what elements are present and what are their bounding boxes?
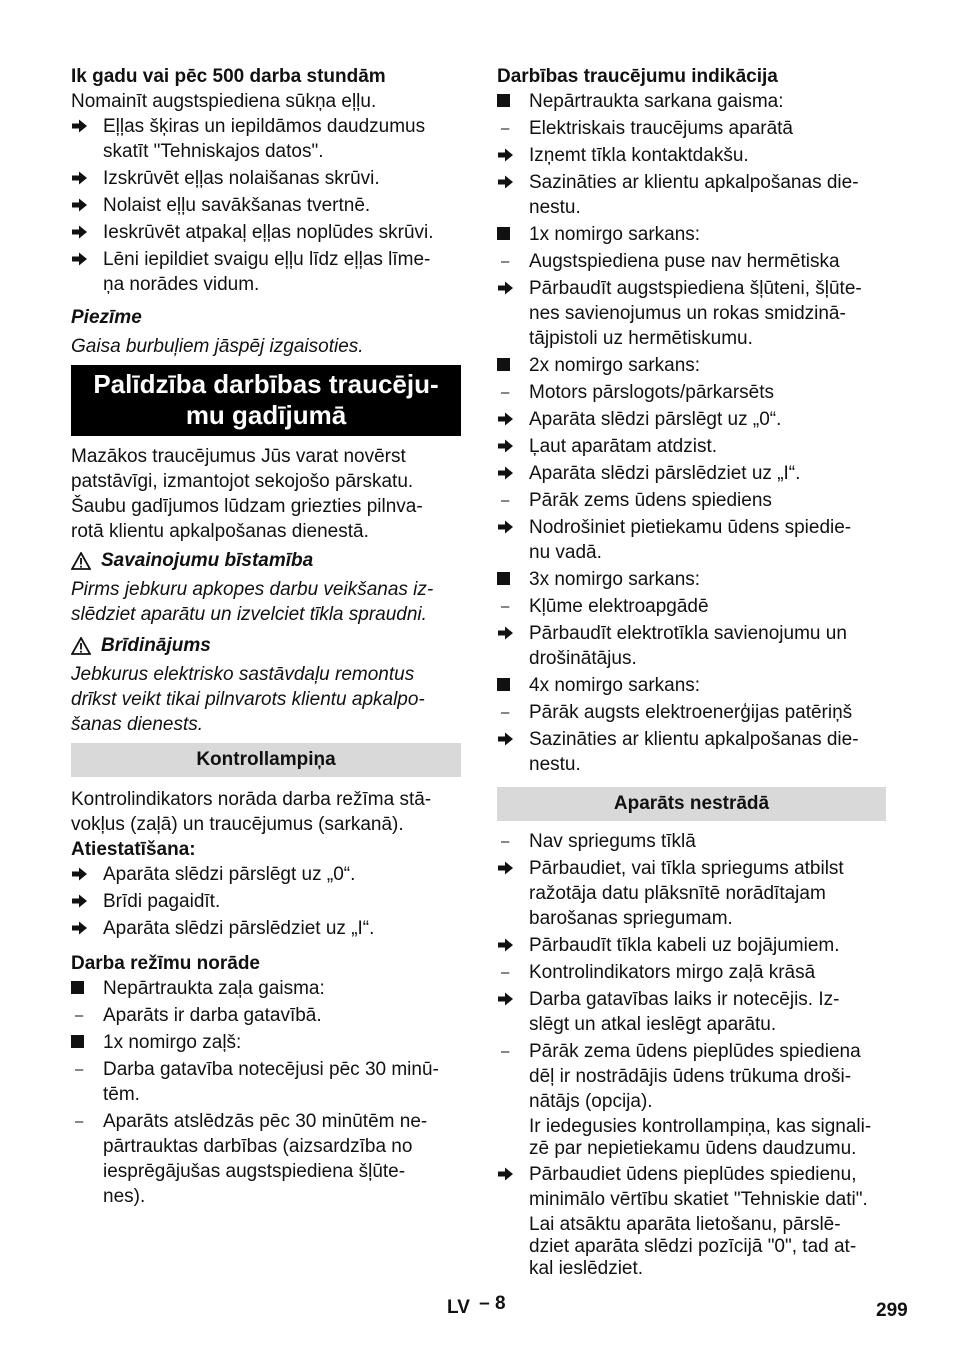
list-item <box>71 1003 461 1028</box>
list-item <box>497 461 886 486</box>
list-item <box>497 1039 886 1114</box>
list-item <box>497 933 886 958</box>
list-item <box>497 727 886 777</box>
section-intro-line: Mazākos traucējumus Jūs varat novērst <box>71 446 406 467</box>
footer-language <box>447 1293 506 1319</box>
dash-bullet-icon: – <box>501 253 510 270</box>
list-item-text: Pārbaudīt elektrotīkla savienojumu un <box>529 623 847 644</box>
list-item <box>71 114 461 164</box>
list-item-text: Nodrošiniet pietiekamu ūdens spiedie- <box>529 517 852 538</box>
list-item-text: Brīdi pagaidīt. <box>103 891 221 912</box>
warning-triangle-icon <box>71 637 91 655</box>
fault-list <box>497 89 886 779</box>
list-item <box>497 621 886 671</box>
list-item <box>71 247 461 297</box>
dash-bullet-icon: – <box>75 1113 84 1130</box>
list-item <box>497 488 886 513</box>
list-item-text: 3x nomirgo sarkans: <box>529 569 701 590</box>
list-item <box>497 380 886 405</box>
list-item <box>497 353 886 378</box>
list-item-text: Ļaut aparātam atdzist. <box>529 436 717 457</box>
arrow-right-icon <box>71 916 97 943</box>
list-item-text: minimālo vērtību skatiet "Tehniskie dati". <box>529 1189 868 1210</box>
dash-bullet-icon: – <box>75 1007 84 1024</box>
list-item <box>497 515 886 565</box>
list-item-text: skatīt "Tehniskajos datos". <box>103 141 324 162</box>
dash-bullet-icon: – <box>501 1043 510 1060</box>
list-item-text: Nav spriegums tīklā <box>529 831 696 852</box>
list-item-text: Pārāk zema ūdens pieplūdes spiediena <box>529 1041 861 1062</box>
list-item-text: pārtrauktas darbības (aizsardzība no <box>103 1136 413 1157</box>
not-working-bar: Aparāts nestrādā <box>497 787 886 821</box>
warning-text-line: Jebkurus elektrisko sastāvdaļu remontus <box>71 664 415 685</box>
list-item <box>497 143 886 168</box>
not-working-list <box>497 829 886 1282</box>
list-item-text: tājpistoli uz hermētiskumu. <box>529 328 753 349</box>
list-item <box>71 166 461 191</box>
warning-heading: Brīdinājums <box>101 635 211 656</box>
list-item-text: Nepārtraukta zaļa gaisma: <box>103 978 325 999</box>
warning-text-line: šanas dienests. <box>71 714 204 735</box>
list-item-text: Aparāta slēdzi pārslēgt uz „0“. <box>529 409 782 430</box>
list-item <box>497 407 886 432</box>
footer-lang-label: LV <box>447 1297 470 1318</box>
annual-heading: Ik gadu vai pēc 500 darba stundām <box>71 66 386 87</box>
list-item-text: Ieskrūvēt atpakaļ eļļas noplūdes skrūvi. <box>103 222 434 243</box>
list-item-text: Eļļas šķiras un iepildāmos daudzumus <box>103 116 426 137</box>
list-item-text: iesprēgājušas augstspiediena šļūte- <box>103 1161 406 1182</box>
dash-bullet-icon: – <box>501 120 510 137</box>
right-column <box>497 64 886 1282</box>
list-item <box>71 1030 461 1055</box>
arrow-right-icon <box>71 166 97 193</box>
section-intro-line: patstāvīgi, izmantojot sekojošo pārskatu. <box>71 471 414 492</box>
danger-text-line: slēdziet aparātu un izvelciet tīkla spraudni. <box>71 604 427 625</box>
list-item-text: Pārāk augsts elektroenerģijas patēriņš <box>529 702 853 723</box>
arrow-right-icon <box>497 461 523 488</box>
list-item <box>71 193 461 218</box>
list-item-text: Pārbaudiet ūdens pieplūdes spiedienu, <box>529 1164 857 1185</box>
left-column <box>71 64 461 1211</box>
section-title-line1: Palīdzība darbības traucēju- <box>93 369 439 399</box>
list-item-text: Aparāta slēdzi pārslēgt uz „0“. <box>103 864 356 885</box>
paragraph <box>497 1116 886 1160</box>
list-item <box>71 1057 461 1107</box>
list-item-text: kal ieslēdziet. <box>529 1258 644 1279</box>
control-intro-line: vokļus (zaļā) un traucējumus (sarkanā). <box>71 814 404 835</box>
list-item-text: Lai atsāktu aparāta lietošanu, pārslē- <box>529 1214 841 1235</box>
list-item-text: Izņemt tīkla kontaktdakšu. <box>529 145 749 166</box>
list-item-text: Aparāts atslēdzās pēc 30 minūtēm ne- <box>103 1111 428 1132</box>
list-item-text: 1x nomirgo sarkans: <box>529 224 701 245</box>
section-title <box>71 365 461 436</box>
list-item-text: barošanas spriegumam. <box>529 908 733 929</box>
warning-text-line: drīkst veikt tikai pilnvarots klientu apkalpo- <box>71 689 425 710</box>
list-item-text: tēm. <box>103 1084 140 1105</box>
danger-text-line: Pirms jebkuru apkopes darbu veikšanas iz- <box>71 579 434 600</box>
list-item-text: slēgt un atkal ieslēgt aparātu. <box>529 1014 777 1035</box>
list-item <box>497 700 886 725</box>
dash-bullet-icon: – <box>501 964 510 981</box>
section-intro-line: rotā klientu apkalpošanas dienestā. <box>71 521 369 542</box>
arrow-right-icon <box>497 407 523 434</box>
arrow-right-icon <box>497 515 523 542</box>
dash-bullet-icon: – <box>501 598 510 615</box>
dash-bullet-icon: – <box>501 384 510 401</box>
arrow-right-icon <box>71 114 97 141</box>
list-item-text: Pārbaudīt tīkla kabeli uz bojājumiem. <box>529 935 840 956</box>
list-item-text: nestu. <box>529 197 581 218</box>
paragraph <box>497 1214 886 1280</box>
list-item-text: nes savienojumus un rokas smidzinā- <box>529 303 846 324</box>
list-item <box>497 170 886 220</box>
fault-heading: Darbības traucējumu indikācija <box>497 66 778 87</box>
arrow-right-icon <box>497 856 523 883</box>
list-item-text: Elektriskais traucējums aparātā <box>529 118 793 139</box>
square-bullet-icon <box>71 976 97 1003</box>
list-item-text: Aparāta slēdzi pārslēdziet uz „I“. <box>103 918 375 939</box>
arrow-right-icon <box>497 143 523 170</box>
list-item-text: nātājs (opcija). <box>529 1091 653 1112</box>
arrow-right-icon <box>497 170 523 197</box>
list-item-text: Kļūme elektroapgādē <box>529 596 709 617</box>
list-item-text: ražotāja datu plāksnītē norādītajam <box>529 883 826 904</box>
arrow-right-icon <box>71 220 97 247</box>
square-bullet-icon <box>71 1030 97 1057</box>
page-number: 299 <box>876 1300 908 1321</box>
control-intro <box>71 787 461 837</box>
arrow-right-icon <box>497 434 523 461</box>
list-item-text: Pārbaudīt augstspiediena šļūteni, šļūte- <box>529 278 862 299</box>
list-item-text: zē par nepietiekamu ūdens daudzumu. <box>529 1138 857 1159</box>
note-heading: Piezīme <box>71 307 142 328</box>
list-item-text: Darba gatavības laiks ir notecējis. Iz- <box>529 989 840 1010</box>
arrow-right-icon <box>497 727 523 754</box>
list-item-text: dēļ ir nostrādājis ūdens trūkuma droši- <box>529 1066 852 1087</box>
annual-intro: Nomainīt augstspiediena sūkņa eļļu. <box>71 91 377 112</box>
list-item <box>497 222 886 247</box>
list-item-text: Motors pārslogots/pārkarsēts <box>529 382 774 403</box>
arrow-right-icon <box>497 987 523 1014</box>
list-item-text: 4x nomirgo sarkans: <box>529 675 701 696</box>
list-item-text: ņa norādes vidum. <box>103 274 260 295</box>
reset-heading: Atiestatīšana: <box>71 839 196 860</box>
list-item-text: dziet aparāta slēdzi pozīcijā "0", tad at- <box>529 1236 857 1257</box>
list-item <box>71 1109 461 1209</box>
square-bullet-icon <box>497 89 523 116</box>
list-item <box>71 916 461 941</box>
list-item-text: Aparāts ir darba gatavībā. <box>103 1005 322 1026</box>
modes-list <box>71 976 461 1211</box>
arrow-right-icon <box>71 193 97 220</box>
section-intro <box>71 444 461 544</box>
arrow-right-icon <box>71 247 97 274</box>
list-item <box>497 960 886 985</box>
list-item <box>71 976 461 1001</box>
list-item <box>497 987 886 1037</box>
list-item-text: Ir iedegusies kontrollampiņa, kas signali- <box>529 1116 872 1137</box>
arrow-right-icon <box>497 621 523 648</box>
dash-bullet-icon: – <box>501 492 510 509</box>
list-item-text: Pārāk zems ūdens spiediens <box>529 490 772 511</box>
list-item <box>71 889 461 914</box>
list-item-text: drošinātājus. <box>529 648 637 669</box>
list-item <box>497 1162 886 1212</box>
list-item <box>497 594 886 619</box>
list-item-text: Pārbaudiet, vai tīkla spriegums atbilst <box>529 858 844 879</box>
square-bullet-icon <box>497 222 523 249</box>
modes-heading: Darba režīmu norāde <box>71 953 260 974</box>
list-item-text: Nepārtraukta sarkana gaisma: <box>529 91 784 112</box>
list-item-text: Sazināties ar klientu apkalpošanas die- <box>529 172 859 193</box>
list-item-text: nes). <box>103 1186 146 1207</box>
list-item <box>497 276 886 351</box>
list-item-text: Izskrūvēt eļļas nolaišanas skrūvi. <box>103 168 380 189</box>
list-item <box>497 829 886 854</box>
square-bullet-icon <box>497 353 523 380</box>
list-item <box>497 673 886 698</box>
list-item-text: Darba gatavība notecējusi pēc 30 minū- <box>103 1059 439 1080</box>
arrow-right-icon <box>497 933 523 960</box>
dash-bullet-icon: – <box>501 704 510 721</box>
list-item <box>497 567 886 592</box>
list-item-text: 1x nomirgo zaļš: <box>103 1032 242 1053</box>
dash-bullet-icon: – <box>75 1061 84 1078</box>
list-item <box>497 116 886 141</box>
list-item-text: Kontrolindikators mirgo zaļā krāsā <box>529 962 816 983</box>
list-item-text: Sazināties ar klientu apkalpošanas die- <box>529 729 859 750</box>
list-item-text: nu vadā. <box>529 542 602 563</box>
section-title-line2: mu gadījumā <box>185 400 347 430</box>
list-item <box>71 862 461 887</box>
reset-steps-list <box>71 862 461 943</box>
arrow-right-icon <box>497 1162 523 1189</box>
section-intro-line: Šaubu gadījumos lūdzam griezties pilnva- <box>71 496 423 517</box>
footer-sub-page: – 8 <box>479 1293 506 1314</box>
warning-triangle-icon <box>71 552 91 570</box>
warning-heading-row <box>71 633 461 658</box>
danger-text <box>71 577 461 627</box>
dash-bullet-icon: – <box>501 833 510 850</box>
arrow-right-icon <box>71 889 97 916</box>
list-item-text: Augstspiediena puse nav hermētiska <box>529 251 840 272</box>
list-item <box>497 89 886 114</box>
list-item-text: 2x nomirgo sarkans: <box>529 355 701 376</box>
warning-text <box>71 662 461 737</box>
danger-heading: Savainojumu bīstamība <box>101 550 314 571</box>
annual-steps-list <box>71 114 461 299</box>
list-item-text: Nolaist eļļu savākšanas tvertnē. <box>103 195 371 216</box>
list-item <box>497 434 886 459</box>
list-item-text: Aparāta slēdzi pārslēdziet uz „I“. <box>529 463 801 484</box>
arrow-right-icon <box>497 276 523 303</box>
list-item <box>497 249 886 274</box>
square-bullet-icon <box>497 673 523 700</box>
list-item-text: Lēni iepildiet svaigu eļļu līdz eļļas līme- <box>103 249 431 270</box>
list-item-text: nestu. <box>529 754 581 775</box>
control-lamp-bar: Kontrollampiņa <box>71 743 461 777</box>
square-bullet-icon <box>497 567 523 594</box>
arrow-right-icon <box>71 862 97 889</box>
list-item <box>71 220 461 245</box>
control-intro-line: Kontrolindikators norāda darba režīma stā- <box>71 789 432 810</box>
danger-heading-row <box>71 548 461 573</box>
list-item <box>497 856 886 931</box>
note-text: Gaisa burbuļiem jāspēj izgaisoties. <box>71 336 364 357</box>
